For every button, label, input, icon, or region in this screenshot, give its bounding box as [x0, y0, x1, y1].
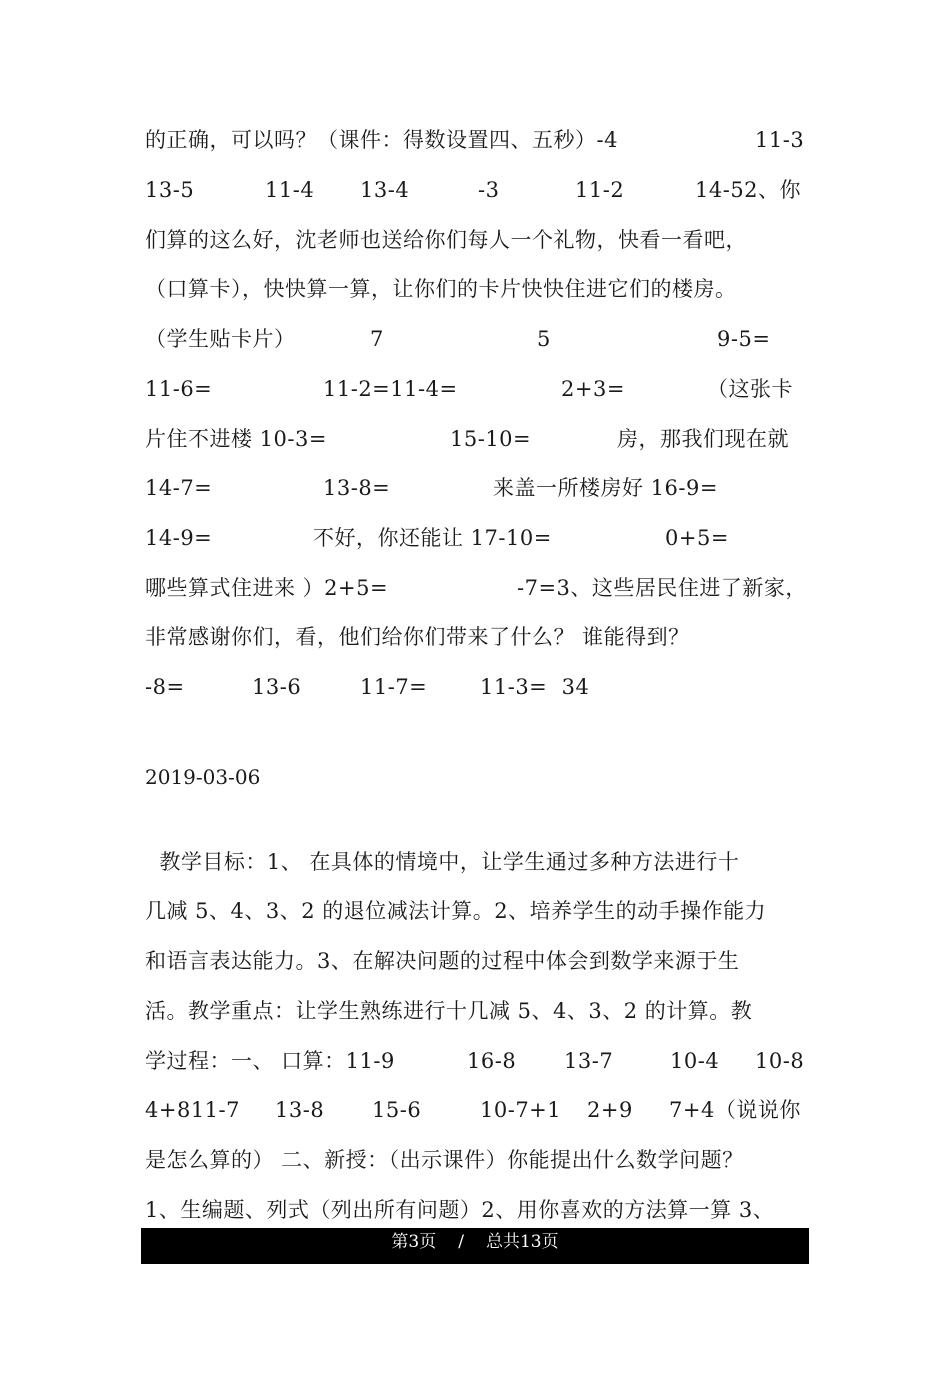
text-segment: 13-6 [252, 675, 302, 699]
text-line [145, 669, 810, 705]
text-segment: 14-7= [145, 476, 213, 500]
text-segment: 1、生编题、列式（列出所有问题）2、用你喜欢的方法算一算 3、 [145, 1198, 775, 1222]
text-segment: 0+5= [665, 526, 729, 550]
page-total: 总共13页 [485, 1232, 559, 1252]
text-segment: 11-7= [360, 675, 428, 699]
text-segment: 15-10= [450, 427, 532, 451]
text-segment: 教学目标：1、 在具体的情境中，让学生通过多种方法进行十 [145, 850, 740, 874]
text-line [145, 1142, 810, 1178]
text-segment: 们算的这么好，沈老师也送给你们每人一个礼物，快看一看吧， [145, 228, 747, 252]
text-segment: 13-5 [145, 178, 195, 202]
text-segment: 是怎么算的） 二、新授：（出示课件）你能提出什么数学问题？ [145, 1148, 744, 1172]
text-segment: 13-4 [360, 178, 410, 202]
text-segment: 11-2 [575, 178, 625, 202]
text-segment: 10-4 [670, 1049, 720, 1073]
text-segment: 14-52、你 [695, 178, 802, 202]
text-segment: 7+4（说说你 [669, 1098, 801, 1122]
text-line [145, 619, 810, 655]
text-line [145, 321, 810, 357]
text-line [145, 520, 810, 556]
text-segment: -8= [145, 675, 185, 699]
text-segment: 的正确，可以吗？（课件：得数设置四、五秒）-4 [145, 128, 618, 152]
text-line [145, 371, 810, 407]
text-line [145, 470, 810, 506]
text-segment: 11-3 [755, 128, 805, 152]
page-separator: / [458, 1232, 464, 1252]
text-segment: 11-4 [265, 178, 315, 202]
text-segment: 学过程：一、 口算：11-9 [145, 1049, 395, 1073]
text-segment: 7 [370, 327, 384, 351]
text-segment: （口算卡），快快算一算，让你们的卡片快快住进它们的楼房。 [145, 277, 737, 301]
text-segment: 16-8 [467, 1049, 517, 1073]
text-line [145, 893, 810, 929]
text-segment: 来盖一所楼房好 16-9= [493, 476, 718, 500]
text-line [145, 172, 810, 208]
text-segment: 9-5= [717, 327, 771, 351]
text-line [145, 844, 810, 880]
page-number: 第3页 [391, 1232, 437, 1252]
text-segment: 活。教学重点：让学生熟练进行十几减 5、4、3、2 的计算。教 [145, 999, 753, 1023]
text-segment: 哪些算式住进来 ）2+5= [145, 576, 389, 600]
text-line [145, 993, 810, 1029]
text-line [145, 943, 810, 979]
text-line [145, 1192, 810, 1228]
text-segment: 10-8 [755, 1049, 805, 1073]
text-segment: -3 [478, 178, 500, 202]
text-segment: 几减 5、4、3、2 的退位减法计算。2、培养学生的动手操作能力 [145, 899, 767, 923]
text-line [145, 1092, 810, 1128]
text-segment: -7=3、这些居民住进了新家， [517, 576, 807, 600]
text-segment: 11-2=11-4= [323, 377, 458, 401]
text-segment: 10-7+1 [480, 1098, 562, 1122]
text-segment: 11-6= [145, 377, 213, 401]
text-segment: 13-7 [564, 1049, 614, 1073]
text-segment: （这张卡 [707, 377, 793, 401]
text-segment: （学生贴卡片） [145, 327, 296, 351]
text-segment: 房，那我们现在就 [617, 427, 789, 451]
text-segment: 15-6 [372, 1098, 422, 1122]
text-line [145, 122, 810, 158]
text-line [145, 271, 810, 307]
text-segment: 4+811-7 [145, 1098, 240, 1122]
text-segment: 2+3= [561, 377, 625, 401]
text-line [145, 570, 810, 606]
text-segment: 11-3= 34 [480, 675, 590, 699]
text-segment: 非常感谢你们，看，他们给你们带来了什么？ 谁能得到？ [145, 625, 690, 649]
text-segment: 不好，你还能让 17-10= [313, 526, 552, 550]
text-line [145, 421, 810, 457]
date-label: 2019-03-06 [145, 765, 261, 789]
text-segment: 片住不进楼 10-3= [145, 427, 327, 451]
text-segment: 13-8 [275, 1098, 325, 1122]
page-footer [141, 1228, 809, 1264]
text-line [145, 1043, 810, 1079]
text-segment: 13-8= [323, 476, 391, 500]
text-segment: 14-9= [145, 526, 213, 550]
text-segment: 和语言表达能力。3、在解决问题的过程中体会到数学来源于生 [145, 949, 740, 973]
text-segment: 2+9 [587, 1098, 633, 1122]
text-line [145, 222, 810, 258]
text-segment: 5 [537, 327, 551, 351]
